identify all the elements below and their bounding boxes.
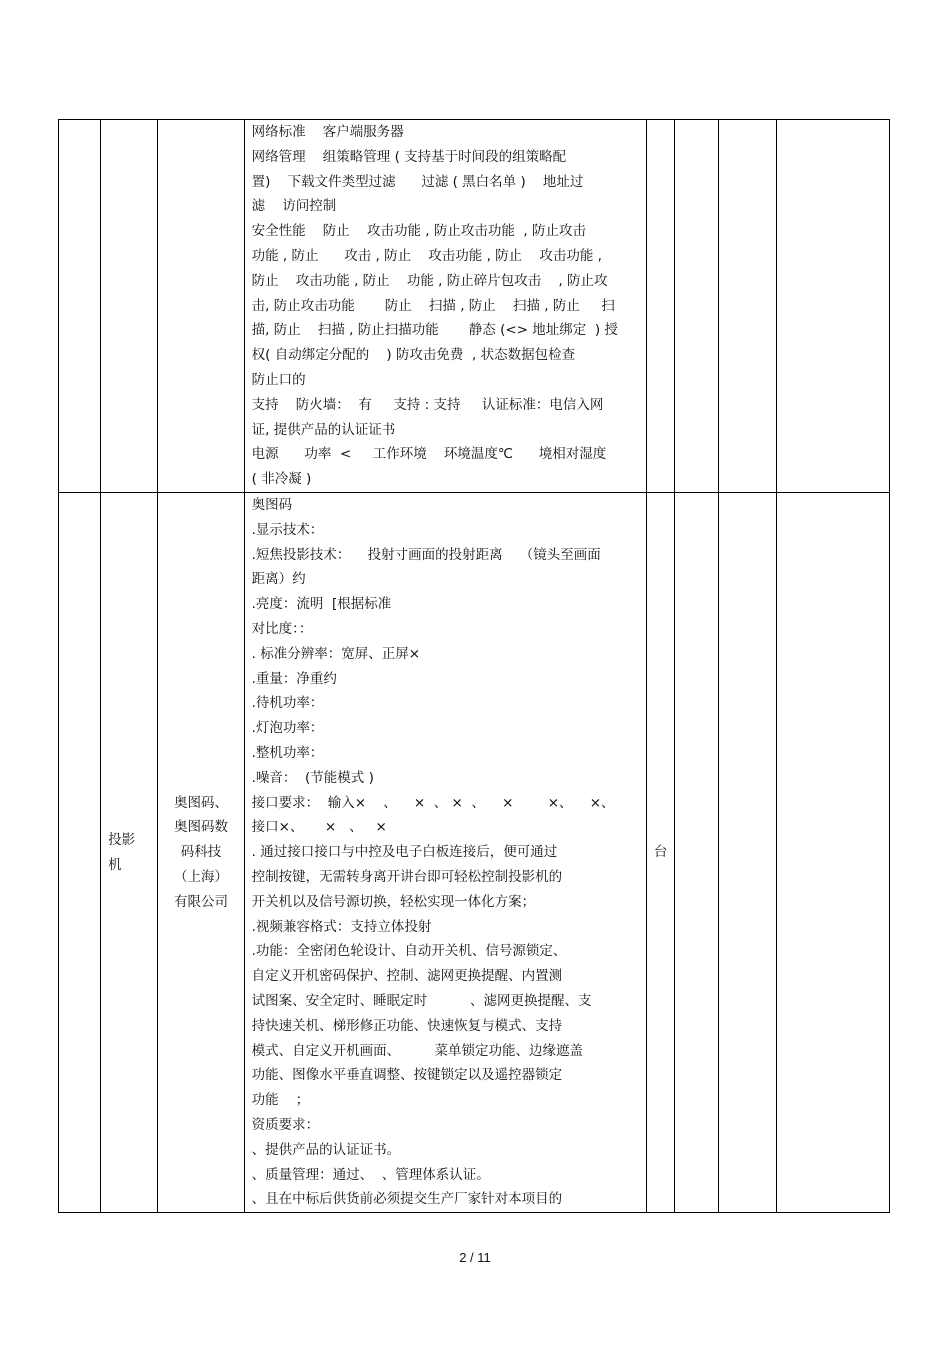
- spec-line: 对比度：：: [251, 620, 313, 637]
- unit-label: 台: [653, 844, 668, 861]
- spec-line: .功能：全密闭色轮设计、自动开关机、信号源锁定、: [251, 943, 567, 960]
- spec-line: 、质量管理：通过、 、管理体系认证。: [251, 1166, 490, 1183]
- spec-line: 模式、自定义开机画面、 菜单锁定功能、边缘遮盖: [251, 1042, 583, 1059]
- spec-cell: [244, 120, 646, 493]
- spec-line: 描, 防止 扫描 , 防止扫描功能 静态 (<> 地址绑定 ) 授: [251, 322, 618, 339]
- spec-line: 网络标准 客户端服务器: [251, 124, 404, 140]
- page-number: 2 / 11: [459, 1250, 491, 1265]
- spec-text: [252, 120, 640, 492]
- spec-line: .重量：净重约: [251, 670, 337, 687]
- spec-line: .短焦投影技术： 投射寸画面的投射距离 （镜头至画面: [251, 546, 601, 563]
- brand-line: 有限公司: [173, 893, 228, 910]
- brand-line: （上海）: [173, 868, 228, 885]
- spec-line: 证, 提供产品的认证证书: [251, 421, 396, 438]
- spec-line: ( 非冷凝 ): [251, 471, 312, 488]
- spec-line: .灯泡功率：: [251, 720, 324, 737]
- brand-line: 码科技: [180, 844, 222, 861]
- spec-cell: [244, 493, 646, 1213]
- spec-line: 防止口的: [251, 371, 306, 388]
- item-name-line: 投影: [108, 831, 136, 848]
- spec-line: 功能 , 防止 攻击 , 防止 攻击功能 , 防止 攻击功能 ,: [251, 247, 602, 264]
- spec-line: .视频兼容格式：支持立体投射: [251, 918, 432, 935]
- remark-cell: [776, 120, 889, 493]
- brand-line: 奥图码数: [173, 819, 228, 836]
- spec-line: 滤 访问控制: [251, 198, 337, 215]
- spec-line: 、提供产品的认证证书。: [251, 1141, 401, 1158]
- spec-line: 奥图码: [251, 497, 293, 513]
- quantity-cell: [675, 120, 719, 493]
- quantity-cell: [675, 493, 719, 1213]
- spec-text: [252, 493, 640, 1212]
- spec-line: . 通过接口接口与中控及电子白板连接后，便可通过: [251, 844, 558, 861]
- spec-line: 、且在中标后供货前必须提交生产厂家针对本项目的: [251, 1191, 563, 1208]
- spec-line: 权( 自动绑定分配的 ) 防攻击免费 , 状态数据包检查: [251, 347, 576, 364]
- item-name-cell: [101, 120, 158, 493]
- brand-cell: [158, 120, 244, 493]
- spec-line: 距离）约: [251, 571, 306, 588]
- spec-line: 网络管理 组策略管理 ( 支持基于时间段的组策略配: [251, 148, 567, 165]
- brand-cell: [158, 493, 244, 1213]
- index-cell: [59, 493, 101, 1213]
- spec-line: 开关机以及信号源切换，轻松实现一体化方案；: [251, 893, 536, 910]
- spec-line: 击, 防止攻击功能 防止 扫描 , 防止 扫描 , 防止 扫: [251, 297, 615, 314]
- remark-cell: [776, 493, 889, 1213]
- spec-line: .显示技术：: [251, 521, 324, 538]
- spec-line: .亮度：流明 [根据标准: [251, 596, 392, 613]
- spec-line: .噪音： (节能模式 ): [251, 769, 374, 786]
- table-row-projector: [59, 493, 890, 1213]
- spec-table: [58, 119, 890, 1213]
- spec-line: 接口×、 × 、 ×: [251, 819, 387, 836]
- table-row-network: [59, 120, 890, 493]
- spec-line: 置) 下载文件类型过滤 过滤 ( 黑白名单 ) 地址过: [251, 173, 584, 190]
- spec-line: 接口要求： 输入× 、 × 、 × 、 × ×、 ×、: [251, 794, 615, 811]
- spec-line: .待机功率：: [251, 695, 324, 712]
- spec-line: 支持 防火墙： 有 支持 : 支持 认证标准：电信入网: [251, 396, 604, 413]
- spec-line: 持快速关机、梯形修正功能、快速恢复与模式、支持: [251, 1017, 563, 1034]
- spec-line: 试图案、安全定时、睡眠定时 、滤网更换提醒、支: [251, 992, 592, 1009]
- spec-line: 功能 ；: [251, 1092, 310, 1109]
- spec-line: 安全性能 防止 攻击功能 , 防止攻击功能 , 防止攻击: [251, 223, 587, 240]
- item-name-cell: [101, 493, 158, 1213]
- index-cell: [59, 120, 101, 493]
- spec-line: .整机功率：: [251, 744, 324, 761]
- brand-line: 奥图码、: [173, 794, 228, 811]
- spec-line: 自定义开机密码保护、控制、滤网更换提醒、内置测: [251, 968, 563, 985]
- spec-line: 功能、图像水平垂直调整、按键锁定以及遥控器锁定: [251, 1067, 563, 1084]
- spec-line: 控制按键，无需转身离开讲台即可轻松控制投影机的: [251, 868, 563, 885]
- spec-line: 资质要求：: [251, 1116, 320, 1133]
- price-cell: [719, 493, 776, 1213]
- spec-line: 防止 攻击功能 , 防止 功能 , 防止碎片包攻击 , 防止攻: [251, 272, 608, 289]
- spec-line: 电源 功率 < 工作环境 环境温度℃ 境相对湿度: [251, 446, 607, 463]
- unit-cell: [647, 120, 675, 493]
- price-cell: [719, 120, 776, 493]
- item-name-line: 机: [108, 856, 122, 873]
- spec-line: . 标准分辨率：宽屏、正屏×: [251, 645, 421, 662]
- unit-cell: [647, 493, 675, 1213]
